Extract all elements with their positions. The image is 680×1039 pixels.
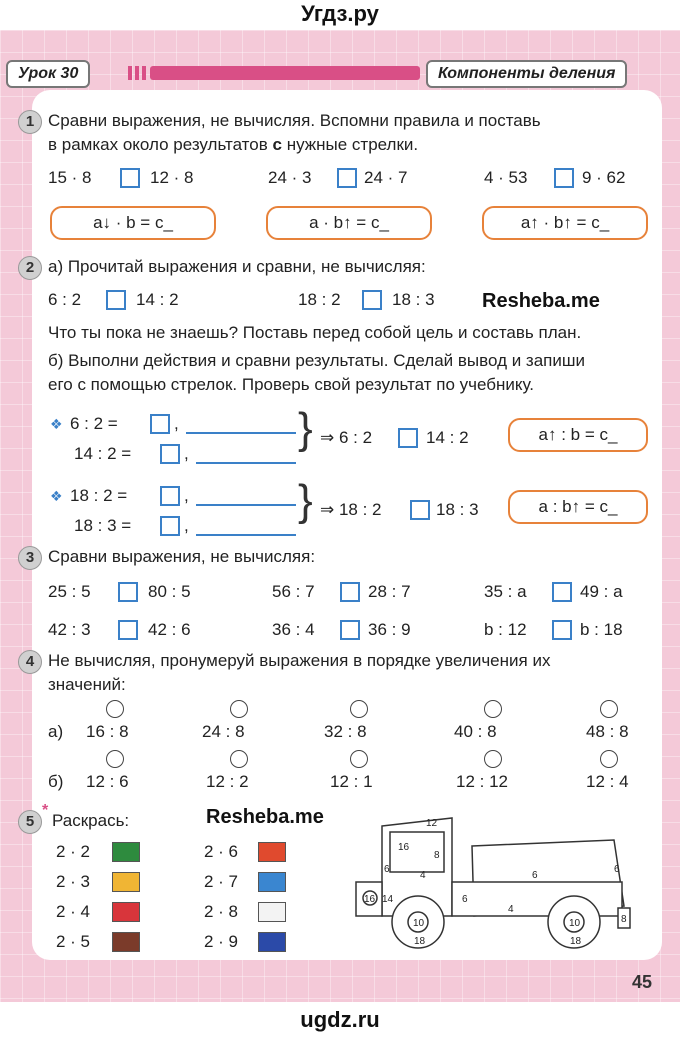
number-circle[interactable] [230,750,248,768]
expression: 4 · 53 [484,168,528,187]
expression: 2 · 5 [56,932,91,951]
diamond-icon: ❖ [50,416,63,432]
expression: 32 : 8 [324,722,367,741]
task-text: Сравни выражения, не вычисляя. Вспомни правила и поставь [48,111,541,130]
expression: 42 : 6 [148,620,191,639]
comma: , [174,414,179,433]
task-text: значений: [48,675,126,694]
task-number: 2 [18,256,42,280]
expression: 2 · 7 [204,872,239,891]
coloring-picture-truck[interactable] [352,812,642,962]
color-swatch-brown [112,932,140,952]
expression: 6 : 2 = [70,414,118,433]
answer-line[interactable] [186,432,296,434]
expression: 25 : 5 [48,582,91,601]
expression: 12 : 2 [206,772,249,791]
picture-number: 6 [462,894,468,905]
number-circle[interactable] [350,750,368,768]
expression: 35 : a [484,582,527,601]
rule-box: a↑ · b↑ = c_ [482,206,648,240]
row-label: б) [48,772,64,791]
number-circle[interactable] [230,700,248,718]
task-text: его с помощью стрелок. Проверь свой результат по учебнику. [48,375,535,394]
picture-number: 16 [398,842,410,853]
expression: 36 : 4 [272,620,315,639]
compare-box[interactable] [554,168,574,188]
answer-line[interactable] [196,534,296,536]
expression: 18 : 3 [436,500,479,519]
site-banner-bottom: ugdz.ru [300,1007,380,1032]
answer-box[interactable] [150,414,170,434]
expression: 12 · 8 [150,168,194,187]
task-text: б) Выполни действия и сравни результаты. Сделай вывод и запиши [48,351,586,370]
expression: 2 · 2 [56,842,91,861]
number-circle[interactable] [600,750,618,768]
expression: 2 · 6 [204,842,239,861]
picture-number: 12 [426,818,438,829]
answer-line[interactable] [196,462,296,464]
expression: 2 · 9 [204,932,239,951]
picture-number: 10 [569,918,581,929]
expression: 9 · 62 [582,168,626,187]
expression: 49 : a [580,582,623,601]
compare-box[interactable] [410,500,430,520]
brace: } [298,476,313,525]
number-circle[interactable] [600,700,618,718]
expression: 14 : 2 = [74,444,132,463]
site-banner-top: Угдз.ру [301,1,379,26]
number-circle[interactable] [484,750,502,768]
answer-line[interactable] [196,504,296,506]
expression: 12 : 12 [456,772,508,791]
picture-number: 4 [508,904,514,915]
picture-number: 16 [364,894,376,905]
compare-box[interactable] [118,620,138,640]
expression: 18 : 2 = [70,486,128,505]
expression: 24 · 7 [364,168,408,187]
expression: 56 : 7 [272,582,315,601]
task-text: в рамках около результатов с нужные стрелки. [48,135,419,154]
expression: 12 : 1 [330,772,373,791]
picture-number: 6 [532,870,538,881]
expression: 28 : 7 [368,582,411,601]
compare-box[interactable] [340,620,360,640]
answer-box[interactable] [160,486,180,506]
header-bar [150,66,420,80]
expression: ⇒ 18 : 2 [320,500,382,519]
expression: 18 : 2 [298,290,341,309]
watermark-brand: Resheba.me [206,806,324,828]
expression: 42 : 3 [48,620,91,639]
color-swatch-yellow [112,872,140,892]
color-swatch-light-blue [258,872,286,892]
expression: b : 18 [580,620,623,639]
expression: 12 : 6 [86,772,129,791]
answer-box[interactable] [160,444,180,464]
header-stripe [142,66,146,80]
expression: 24 : 8 [202,722,245,741]
comma: , [184,486,189,505]
expression: 2 · 3 [56,872,91,891]
picture-number: 4 [420,870,426,881]
number-circle[interactable] [350,700,368,718]
expression: 24 · 3 [268,168,312,187]
expression: 14 : 2 [426,428,469,447]
answer-box[interactable] [160,516,180,536]
compare-box[interactable] [552,620,572,640]
task-text: Не вычисляя, пронумеруй выражения в порядке увеличения их [48,651,551,670]
number-circle[interactable] [106,700,124,718]
compare-box[interactable] [118,582,138,602]
compare-box[interactable] [337,168,357,188]
topic-label: Компоненты деления [426,60,627,88]
comma: , [184,516,189,535]
picture-number: 6 [384,864,390,875]
picture-number: 6 [614,864,620,875]
diamond-icon: ❖ [50,488,63,504]
color-swatch-dark-blue [258,932,286,952]
task-number: 3 [18,546,42,570]
expression: 18 : 3 = [74,516,132,535]
row-label: а) [48,722,64,741]
task-number: 1 [18,110,42,134]
rule-box: a : b↑ = c_ [508,490,648,524]
page-number: 45 [632,972,653,992]
rule-box: a · b↑ = c_ [266,206,432,240]
expression: 16 : 8 [86,722,129,741]
rule-box: a↓ · b = c_ [50,206,216,240]
compare-box[interactable] [362,290,382,310]
task-number: 5 [18,810,42,834]
expression: 15 · 8 [48,168,92,187]
color-swatch-green [112,842,140,862]
task-text: а) Прочитай выражения и сравни, не вычисляя: [48,257,426,276]
star-mark: * [42,802,49,819]
picture-number: 8 [621,914,627,925]
comma: , [184,444,189,463]
task-text: Раскрась: [52,811,130,830]
compare-box[interactable] [398,428,418,448]
watermark-brand: Resheba.me [482,290,600,312]
expression: 6 : 2 [48,290,82,309]
expression: 80 : 5 [148,582,191,601]
number-circle[interactable] [106,750,124,768]
task-text: Сравни выражения, не вычисляя: [48,547,316,566]
header-stripe [128,66,132,80]
expression: 12 : 4 [586,772,629,791]
picture-number: 8 [434,850,440,861]
expression: 48 : 8 [586,722,629,741]
color-swatch-orange-red [258,842,286,862]
compare-box[interactable] [106,290,126,310]
picture-number: 14 [382,894,394,905]
picture-number: 10 [413,918,425,929]
expression: 2 · 4 [56,902,91,921]
compare-box[interactable] [120,168,140,188]
expression: ⇒ 6 : 2 [320,428,373,447]
rule-box: a↑ : b = c_ [508,418,648,452]
brace: } [298,404,313,453]
number-circle[interactable] [484,700,502,718]
compare-box[interactable] [340,582,360,602]
expression: 2 · 8 [204,902,239,921]
compare-box[interactable] [552,582,572,602]
expression: 36 : 9 [368,620,411,639]
header-stripe [135,66,139,80]
expression: 14 : 2 [136,290,179,309]
task-number: 4 [18,650,42,674]
expression: b : 12 [484,620,527,639]
color-swatch-red [112,902,140,922]
expression: 40 : 8 [454,722,497,741]
lesson-label: Урок 30 [6,60,90,88]
expression: 18 : 3 [392,290,435,309]
color-swatch-white [258,902,286,922]
picture-number: 18 [570,936,582,947]
picture-number: 18 [414,936,426,947]
task-text: Что ты пока не знаешь? Поставь перед собой цель и составь план. [48,323,582,342]
